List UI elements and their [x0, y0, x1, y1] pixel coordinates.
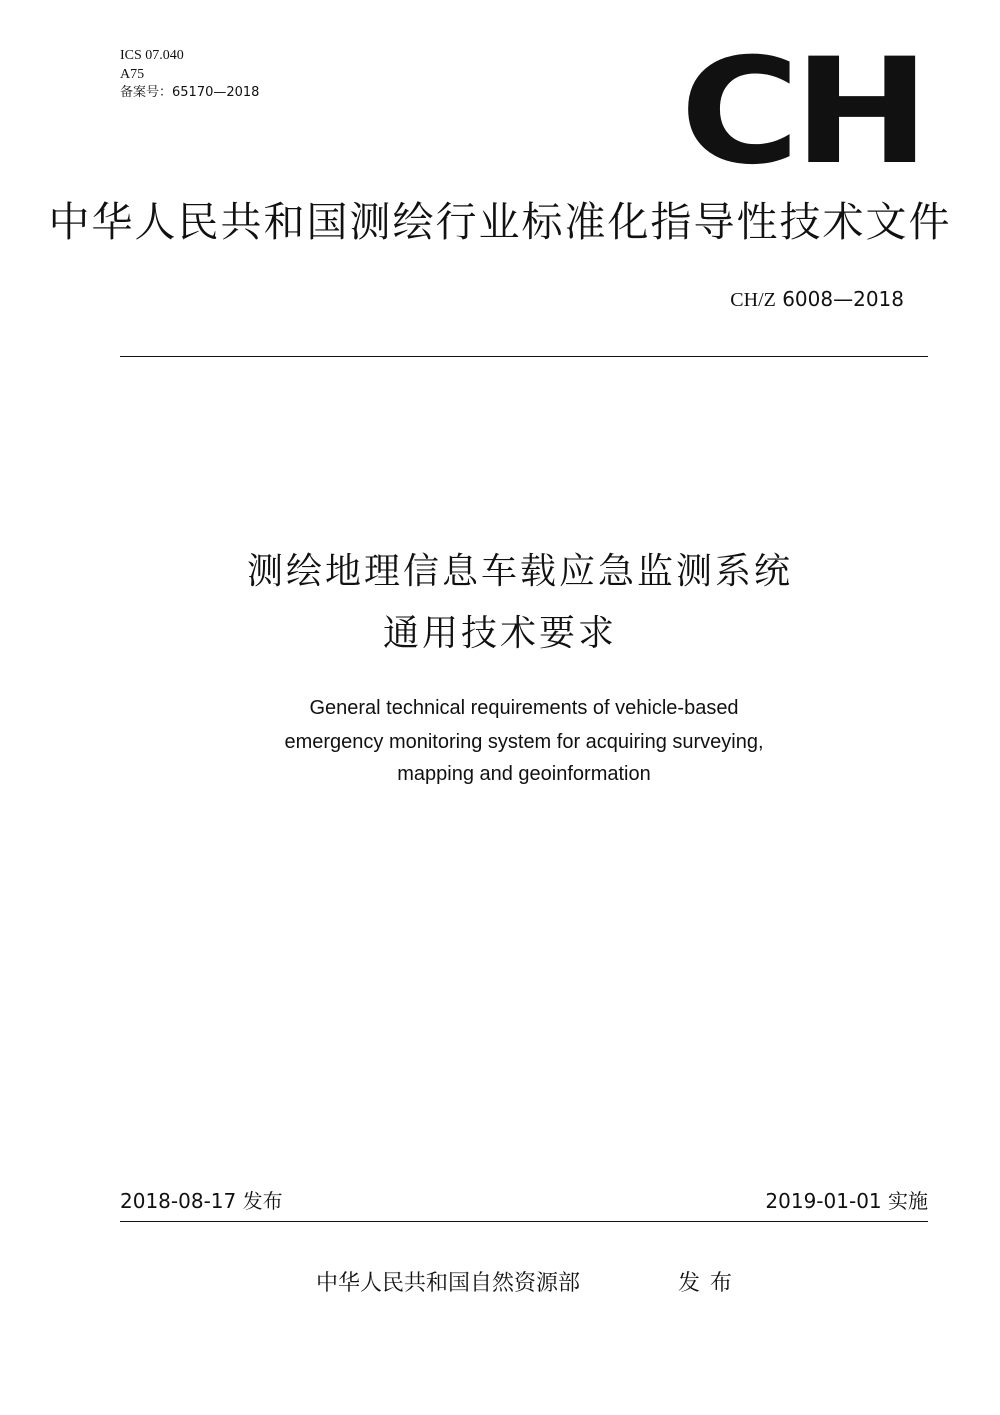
bottom-divider [120, 1221, 928, 1222]
ch-logo: CH [680, 27, 924, 197]
standard-code-prefix: CH/Z [730, 289, 776, 311]
standard-type-heading: 中华人民共和国测绘行业标准化指导性技术文件 [48, 198, 952, 246]
record-number: 备案号：65170—2018 [120, 85, 260, 100]
title-cn-line-2: 通用技术要求 [382, 613, 617, 654]
title-cn-line-1: 测绘地理信息车载应急监测系统 [246, 551, 793, 592]
title-en-line-2: emergency monitoring system for acquiring surveying, [284, 731, 764, 753]
standard-code-number: 6008—2018 [782, 287, 904, 311]
implementation-date: 2019-01-01 实施 [765, 1189, 928, 1213]
top-divider [120, 356, 928, 357]
title-en-line-3: mapping and geoinformation [397, 763, 651, 785]
ics-code: ICS 07.040 [120, 48, 184, 63]
publish-label: 发布 [678, 1271, 743, 1296]
classification-code: A75 [120, 67, 145, 82]
standard-code [730, 286, 904, 313]
title-en-line-1: General technical requirements of vehicle-based [309, 697, 739, 719]
issue-date: 2018-08-17 发布 [120, 1189, 283, 1213]
publisher-name: 中华人民共和国自然资源部 [316, 1271, 581, 1296]
